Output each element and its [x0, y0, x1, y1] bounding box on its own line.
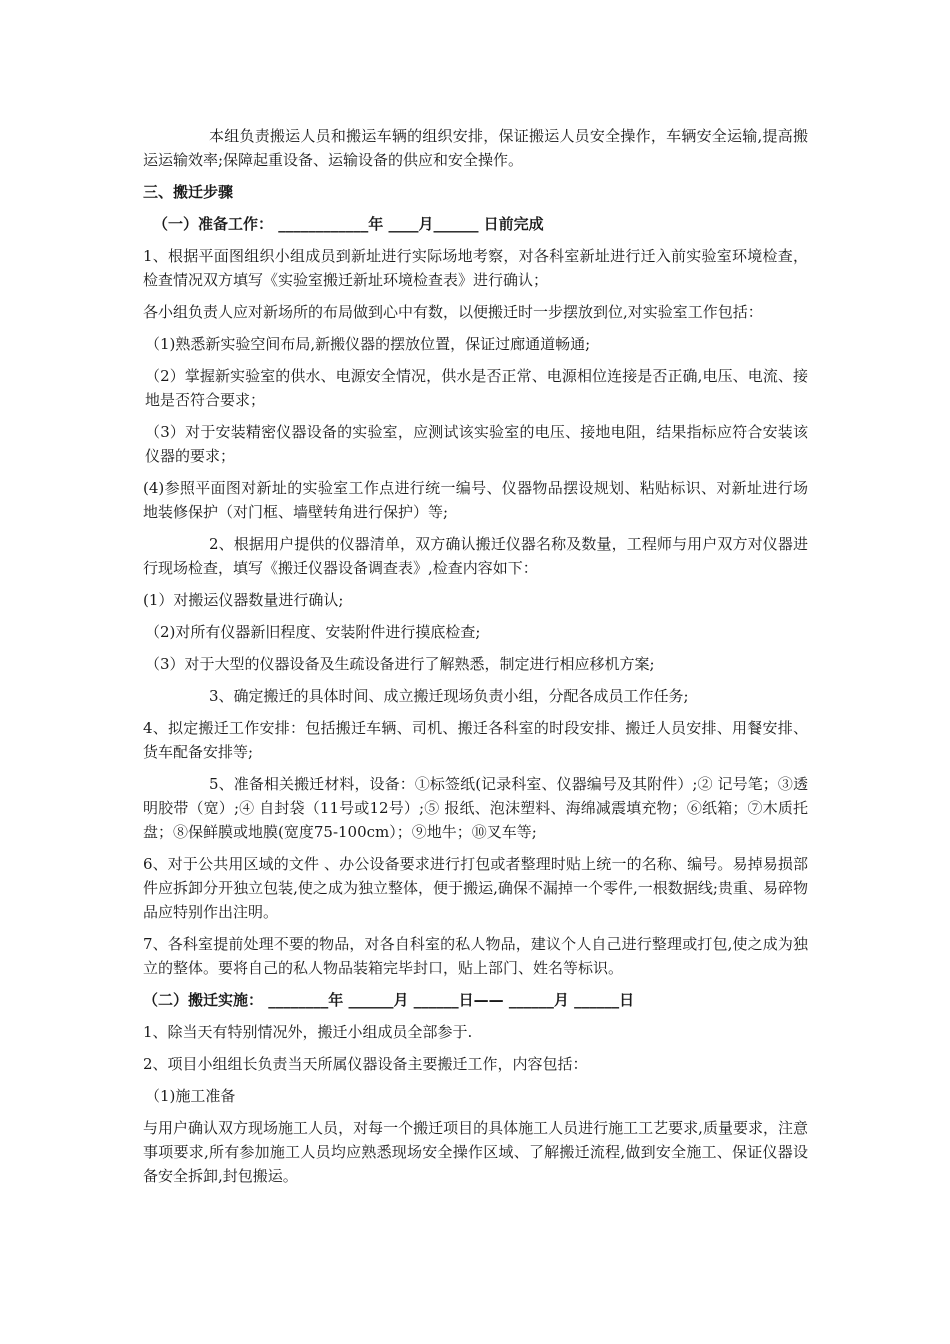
paragraph-item-7: 7、各科室提前处理不要的物品，对各自科室的私人物品，建议个人自己进行整理或打包,使之成为独立的整体。要将自己的私人物品装箱完毕封口，贴上部门、姓名等标识。: [143, 935, 808, 977]
subheading-implementation: （二）搬迁实施： ________年 ______月 ______日—— ______月 ______日: [143, 991, 635, 1009]
paragraph-check-2: （2)对所有仪器新旧程度、安装附件进行摸底检查;: [145, 623, 481, 641]
paragraph-impl-detail: 与用户确认双方现场施工人员，对每一个搬迁项目的具体施工人员进行施工工艺要求,质量要求，注意事项要求,所有参加施工人员均应熟悉现场安全操作区域、了解搬迁流程,做到安全施工、保证仪器设备安全拆卸,封包搬运。: [143, 1119, 808, 1185]
paragraph-sub-4: (4)参照平面图对新址的实验室工作点进行统一编号、仪器物品摆设规划、粘贴标识、对新址进行场地装修保护（对门框、墙壁转角进行保护）等;: [143, 479, 808, 521]
paragraph-check-1: (1）对搬运仪器数量进行确认;: [143, 591, 344, 609]
paragraph-impl-2: 2、项目小组组长负责当天所属仪器设备主要搬迁工作，内容包括：: [143, 1055, 588, 1073]
paragraph-item-1: 1、根据平面图组织小组成员到新址进行实际场地考察，对各科室新址进行迁入前实验室环境检查，检查情况双方填写《实验室搬迁新址环境检查表》进行确认；: [143, 247, 808, 289]
paragraph-sub-3: （3）对于安装精密仪器设备的实验室，应测试该实验室的电压、接地电阻，结果指标应符合安装该仪器的要求；: [145, 423, 808, 465]
paragraph-sub-2: （2）掌握新实验室的供水、电源安全情况，供水是否正常、电源相位连接是否正确,电压、电流、接地是否符合要求；: [145, 367, 808, 409]
section-heading-steps: 三、搬迁步骤: [143, 183, 234, 201]
paragraph-sub-1: （1)熟悉新实验空间布局,新搬仪器的摆放位置，保证过廊通道畅通;: [145, 335, 591, 353]
paragraph-item-4: 4、拟定搬迁工作安排：包括搬迁车辆、司机、搬迁各科室的时段安排、搬迁人员安排、用餐安排、货车配备安排等;: [143, 719, 808, 761]
subheading-preparation: （一）准备工作： ____________年 ____月______ 日前完成: [153, 215, 544, 233]
paragraph-item-5: 5、准备相关搬迁材料，设备：①标签纸(记录科室、仪器编号及其附件）;② 记号笔；③透明胶带（宽）;④ 自封袋（11号或12号）;⑤ 报纸、泡沫塑料、海绵减震填充物；⑥纸箱；⑦木质托盘；⑧保鲜膜或地膜(宽度75-100cm）；⑨地牛；⑩叉车等;: [143, 775, 808, 841]
paragraph-transport-team: 本组负责搬运人员和搬运车辆的组织安排，保证搬运人员安全操作，车辆安全运输,提高搬运运输效率;保障起重设备、运输设备的供应和安全操作。: [143, 127, 808, 169]
paragraph-item-2: 2、根据用户提供的仪器清单，双方确认搬迁仪器名称及数量，工程师与用户双方对仪器进行现场检查，填写《搬迁仪器设备调查表》,检查内容如下：: [143, 535, 808, 577]
paragraph-impl-sub-1: （1)施工准备: [145, 1087, 236, 1105]
paragraph-impl-1: 1、除当天有特别情况外，搬迁小组成员全部参于.: [143, 1023, 473, 1041]
paragraph-item-3: 3、确定搬迁的具体时间、成立搬迁现场负责小组，分配各成员工作任务;: [209, 687, 689, 705]
paragraph-check-3: （3）对于大型的仪器设备及生疏设备进行了解熟悉，制定进行相应移机方案;: [145, 655, 655, 673]
document-page: [143, 124, 808, 1196]
paragraph-item-6: 6、对于公共用区域的文件 、办公设备要求进行打包或者整理时贴上统一的名称、编号。易掉易损部件应拆卸分开独立包装,使之成为独立整体，便于搬运,确保不漏掉一个零件,一根数据线;贵重、易碎物品应特别作出注明。: [143, 855, 808, 921]
paragraph-layout: 各小组负责人应对新场所的布局做到心中有数，以便搬迁时一步摆放到位,对实验室工作包括：: [143, 303, 763, 321]
